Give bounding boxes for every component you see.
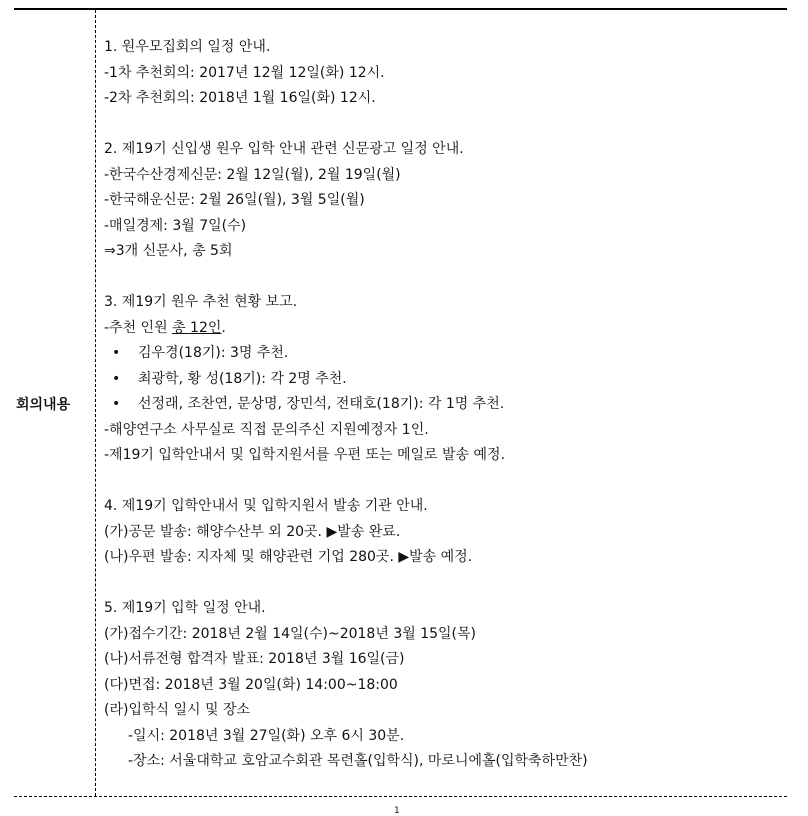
list-item: [104, 392, 784, 418]
section-5-sub-line: -장소: 서울대학교 호암교수회관 목련홀(입학식), 마로니에홀(입학축하만찬): [128, 753, 588, 769]
section-3-line: -해양연구소 사무실로 직접 문의주신 지원예정자 1인.: [104, 421, 429, 438]
page-number: 1: [394, 806, 400, 816]
table-top-border: [14, 8, 787, 10]
section-4-line: (가)공문 발송: 해양수산부 외 20곳. ▶발송 완료.: [104, 523, 401, 540]
list-item-text: 김우경(18기): 3명 추천.: [138, 345, 289, 361]
section-5-line: (다)면접: 2018년 3월 20일(화) 14:00~18:00: [104, 676, 398, 693]
section-3-line: -제19기 입학안내서 및 입학지원서를 우편 또는 메일로 발송 예정.: [104, 447, 506, 463]
bullet-icon: •: [112, 370, 121, 387]
meeting-content: [104, 35, 784, 775]
section-1-heading: 1. 원우모집회의 일정 안내.: [104, 39, 271, 55]
section-2-line: ⇒3개 신문사, 총 5회: [104, 243, 233, 259]
bullet-icon: •: [112, 396, 121, 412]
section-2-heading: 2. 제19기 신입생 원우 입학 안내 관련 신문광고 일정 안내.: [104, 141, 464, 157]
section-1-line: -1차 추천회의: 2017년 12월 12일(화) 12시.: [104, 64, 385, 81]
list-item-text: 최광학, 황 성(18기): 각 2명 추천.: [138, 370, 347, 387]
section-5-heading: 5. 제19기 입학 일정 안내.: [104, 600, 266, 616]
section-5-line: (가)접수기간: 2018년 2월 14일(수)~2018년 3월 15일(목): [104, 625, 476, 642]
recommend-suffix: .: [221, 319, 226, 336]
recommend-total: 총 12인: [172, 319, 222, 336]
recommend-prefix: -추천 인원: [104, 319, 173, 336]
list-item: [104, 341, 784, 367]
section-5-sub-line: -일시: 2018년 3월 27일(화) 오후 6시 30분.: [128, 727, 405, 744]
section-5-line: (라)입학식 일시 및 장소: [104, 702, 250, 718]
section-4-heading: 4. 제19기 입학안내서 및 입학지원서 발송 기관 안내.: [104, 498, 428, 514]
section-2-line: -매일경제: 3월 7일(수): [104, 217, 247, 234]
list-item: [104, 367, 784, 393]
section-2-line: -한국해운신문: 2월 26일(월), 3월 5일(월): [104, 192, 365, 208]
section-1-line: -2차 추천회의: 2018년 1월 16일(화) 12시.: [104, 90, 376, 106]
section-5-line: (나)서류전형 합격자 발표: 2018년 3월 16일(금): [104, 651, 405, 667]
bullet-icon: •: [112, 345, 121, 361]
section-3-heading: 3. 제19기 원우 추천 현황 보고.: [104, 294, 298, 310]
section-4-line: (나)우편 발송: 지자체 및 해양관련 기업 280곳. ▶발송 예정.: [104, 549, 473, 565]
recommend-count-line: [104, 316, 784, 342]
list-item-text: 선정래, 조찬연, 문상명, 장민석, 전태호(18기): 각 1명 추천.: [138, 396, 505, 412]
column-divider: [95, 10, 96, 796]
row-label: 회의내용: [16, 397, 71, 413]
section-2-line: -한국수산경제신문: 2월 12일(월), 2월 19일(월): [104, 166, 401, 183]
table-bottom-border: [14, 796, 787, 797]
